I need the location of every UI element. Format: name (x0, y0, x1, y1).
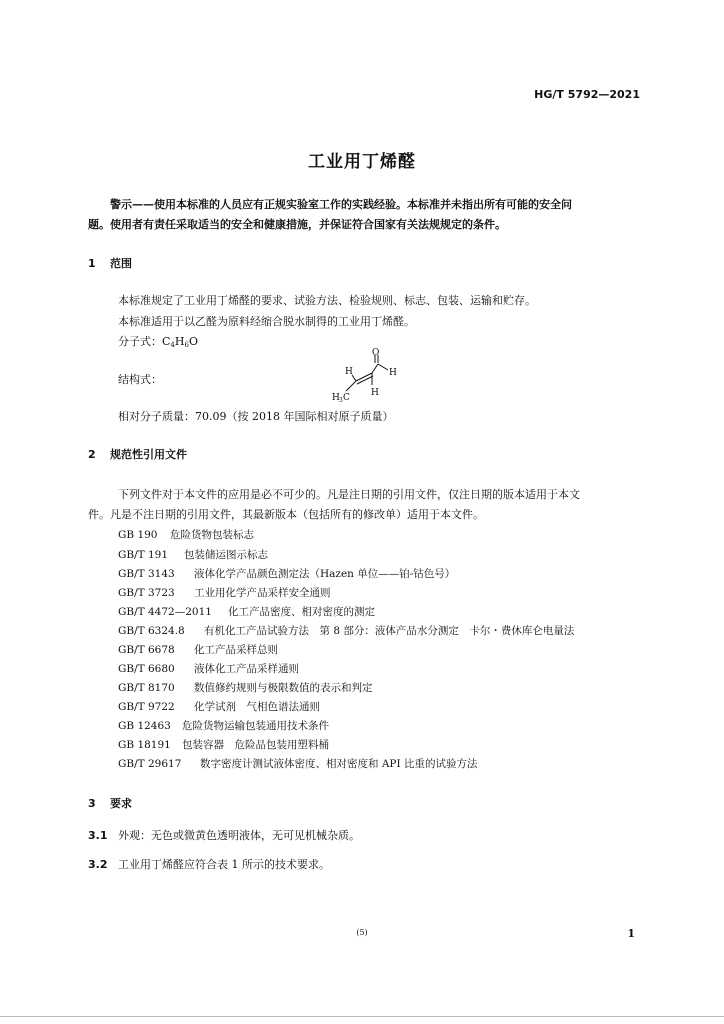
reference-code: GB/T 4472—2011 (118, 606, 212, 618)
reference-code: GB/T 3143 (118, 568, 175, 580)
reference-item (118, 566, 455, 581)
reference-title: 包装储运图示标志 (184, 549, 268, 561)
formula-h: H (174, 335, 185, 348)
formula-o: O (188, 335, 198, 348)
references-intro-1: 下列文件对于本文件的应用是必不可少的。凡是注日期的引用文件，仅注日期的版本适用于本文 (118, 488, 580, 501)
references-intro-2: 件。凡是不注日期的引用文件，其最新版本（包括所有的修改单）适用于本文件。 (88, 508, 484, 521)
reference-item (118, 547, 268, 562)
atom-h3c-sub: 3 (339, 397, 343, 404)
reference-code: GB/T 8170 (118, 682, 175, 694)
footer-sequence: (5) (356, 928, 368, 937)
reference-title: 有机化工产品试验方法 第 8 部分：液体产品水分测定 卡尔・费休库仑电量法 (204, 625, 575, 637)
section-2-number: 2 (88, 448, 96, 461)
atom-h3c-c: C (343, 393, 350, 403)
reference-item (118, 718, 329, 733)
bond-ch3 (346, 381, 356, 391)
atom-o: O (372, 348, 380, 358)
reference-title: 化学试剂 气相色谱法通则 (194, 701, 320, 713)
reference-title: 数字密度计测试液体密度、相对密度和 API 比重的试验方法 (200, 758, 478, 770)
section-3-heading (88, 795, 132, 811)
section-2-title: 规范性引用文件 (110, 448, 187, 461)
reference-item (118, 699, 320, 714)
formula-h-sub: 6 (184, 341, 189, 349)
reference-code: GB/T 6678 (118, 644, 175, 656)
reference-title: 化工产品采样总则 (194, 644, 278, 656)
reference-code: GB/T 6680 (118, 663, 175, 675)
clause-3-1 (88, 827, 360, 843)
reference-title: 液体化学产品颜色测定法（Hazen 单位——铂-钴色号） (194, 568, 456, 580)
reference-code: GB 12463 (118, 720, 171, 732)
reference-code: GB/T 6324.8 (118, 625, 185, 637)
clause-3-2 (88, 856, 330, 872)
atom-h-lower: H (371, 388, 379, 398)
clause-3-1-number: 3.1 (88, 829, 108, 842)
reference-title: 工业用化学产品采样安全通则 (194, 587, 331, 599)
reference-item (118, 623, 574, 638)
reference-title: 危险货物包装标志 (170, 529, 254, 541)
reference-item (118, 527, 254, 542)
atom-h3c-h: H (332, 393, 340, 403)
section-3-title: 要求 (110, 797, 132, 810)
warning-line-1: 警示——使用本标准的人员应有正规实验室工作的实践经验。本标准并未指出所有可能的安全问 (110, 198, 572, 211)
formula-label: 分子式： (118, 335, 162, 348)
reference-item (118, 661, 299, 676)
reference-item (118, 585, 331, 600)
reference-code: GB 190 (118, 529, 158, 541)
section-2-heading (88, 446, 187, 462)
section-1-heading (88, 255, 132, 271)
scope-paragraph-1: 本标准规定了工业用丁烯醛的要求、试验方法、检验规则、标志、包装、运输和贮存。 (118, 294, 536, 307)
atom-h-upper: H (345, 367, 353, 377)
reference-item (118, 680, 373, 695)
structural-formula-diagram (330, 345, 420, 405)
standard-code: HG/T 5792—2021 (534, 88, 640, 101)
clause-3-2-number: 3.2 (88, 858, 108, 871)
molecular-mass: 相对分子质量：70.09（按 2018 年国际相对原子质量） (118, 410, 394, 423)
section-1-number: 1 (88, 257, 96, 270)
reference-code: GB/T 3723 (118, 587, 175, 599)
formula-c-sub: 4 (170, 341, 175, 349)
reference-title: 化工产品密度、相对密度的测定 (228, 606, 375, 618)
reference-code: GB 18191 (118, 739, 171, 751)
reference-item (118, 737, 329, 752)
reference-title: 危险货物运输包装通用技术条件 (182, 720, 329, 732)
clause-3-2-text: 工业用丁烯醛应符合表 1 所示的技术要求。 (118, 858, 330, 871)
reference-item (118, 604, 375, 619)
scope-paragraph-2: 本标准适用于以乙醛为原料经缩合脱水制得的工业用丁烯醛。 (118, 315, 415, 328)
reference-title: 液体化工产品采样通则 (194, 663, 299, 675)
reference-title: 包装容器 危险品包装用塑料桶 (182, 739, 329, 751)
bottom-rule (0, 1016, 724, 1017)
bond-double-2 (357, 376, 373, 384)
bond-double-1 (356, 373, 372, 381)
section-1-title: 范围 (110, 257, 132, 270)
document-title: 工业用丁烯醛 (308, 152, 416, 172)
warning-line-2: 题。使用者有责任采取适当的安全和健康措施，并保证符合国家有关法规规定的条件。 (88, 218, 506, 231)
page-number: 1 (627, 927, 635, 940)
atom-h-aldehyde: H (389, 368, 397, 378)
molecular-formula (118, 333, 198, 349)
bond-cc (372, 364, 378, 373)
reference-item (118, 756, 477, 771)
reference-item (118, 642, 278, 657)
bond-ch-ald (378, 364, 388, 370)
reference-code: GB/T 9722 (118, 701, 175, 713)
clause-3-1-text: 外观：无色或微黄色透明液体，无可见机械杂质。 (118, 829, 360, 842)
section-3-number: 3 (88, 797, 96, 810)
reference-code: GB/T 29617 (118, 758, 182, 770)
reference-title: 数值修约规则与极限数值的表示和判定 (194, 682, 373, 694)
structure-label: 结构式： (118, 373, 162, 386)
reference-code: GB/T 191 (118, 549, 169, 561)
formula-c: C (162, 335, 171, 348)
